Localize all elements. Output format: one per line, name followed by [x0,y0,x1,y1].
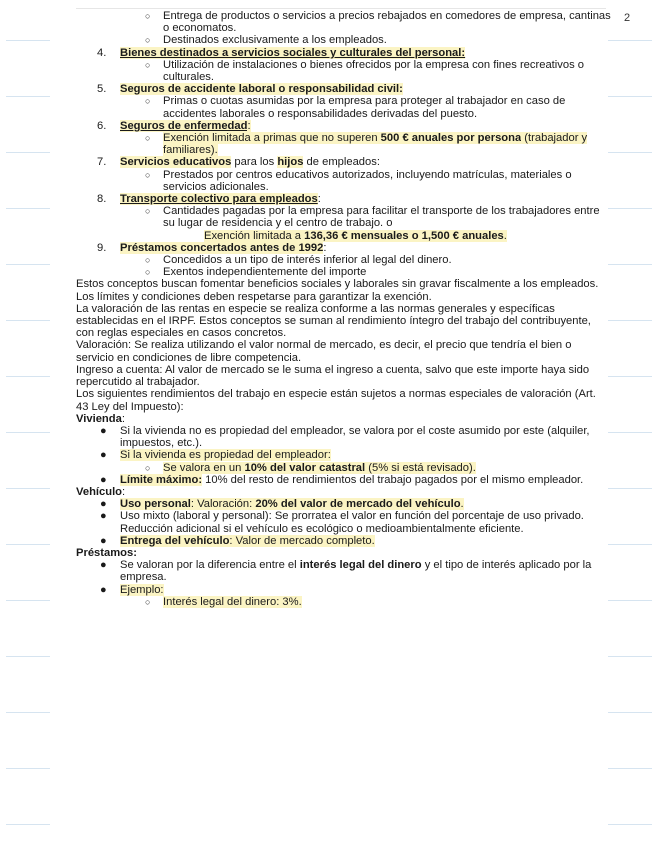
bullet-dot-icon: ● [100,559,107,572]
margin-rule [608,712,652,713]
margin-rule [6,96,50,97]
bullet-dot-icon: ● [100,498,107,511]
section-heading-vivienda: Vivienda: [76,412,125,425]
margin-rule [608,824,652,825]
margin-rule [6,768,50,769]
bullet-item: ● Límite máximo: 10% del resto de rendimientos del trabajo pagados por el mismo empleador. [100,473,584,486]
margin-rule [6,712,50,713]
list-item-8: 8. Transporte colectivo para empleados: [97,193,321,206]
margin-rule [6,824,50,825]
margin-rule [608,40,652,41]
sub-item: ○ Entrega de productos o servicios a precios rebajados en comedores de empresa, cantinas o economatos. [145,10,611,35]
margin-rule [6,600,50,601]
paragraph: Valoración: Se realiza utilizando el valor normal de mercado, es decir, el precio que tendría el bien o servicio en condiciones de libre competencia. [76,339,572,364]
margin-rule [608,320,652,321]
margin-rule [608,264,652,265]
bullet-dot-icon: ● [100,424,107,437]
sub-item: ○ Prestados por centros educativos autorizados, incluyendo matrículas, materiales o servicios adicionales. [145,168,572,193]
margin-rule [608,376,652,377]
list-item-9: 9. Préstamos concertados antes de 1992: [97,241,327,254]
circle-bullet-icon: ○ [145,267,151,278]
page-number: 2 [624,12,631,24]
bullet-item: ● Si la vivienda es propiedad del empleador: [100,449,331,462]
paragraph: Estos conceptos buscan fomentar beneficios sociales y laborales sin gravar fiscalmente a los empleados. Los límites y condiciones deben respetarse para garantizar la exención. [76,278,599,303]
top-divider [76,8,606,9]
document-body [76,10,611,608]
list-item-5: 5. Seguros de accidente laboral o responsabilidad civil: [97,83,403,96]
circle-bullet-icon: ○ [145,59,151,70]
sub-item: ○ Exención limitada a primas que no superen 500 € anuales por persona (trabajador y familiares). [145,132,588,157]
margin-rule [6,40,50,41]
bullet-dot-icon: ● [100,510,107,523]
margin-rule [6,264,50,265]
bullet-item: ● Si la vivienda no es propiedad del empleador, se valora por el coste asumido por este (alquiler, impuestos, etc.). [100,424,590,450]
margin-rule [608,600,652,601]
sub-item-continuation: Exención limitada a 136,36 € mensuales o 1,500 € anuales. [204,229,507,242]
margin-rule [6,208,50,209]
section-heading-vehiculo: Vehículo: [76,485,126,498]
margin-rule [6,152,50,153]
margin-rule [608,488,652,489]
circle-bullet-icon: ○ [145,255,151,266]
circle-bullet-icon: ○ [145,133,151,144]
list-item-6: 6. Seguros de enfermedad: [97,119,251,132]
sub-item: ○ Utilización de instalaciones o bienes ofrecidos por la empresa con fines recreativos o culturales. [145,58,584,84]
margin-rule [608,432,652,433]
bullet-dot-icon: ● [100,449,107,462]
margin-rule [608,768,652,769]
bullet-item: ● Entrega del vehículo: Valor de mercado completo. [100,534,375,547]
margin-rule [608,152,652,153]
margin-rule [6,488,50,489]
list-item-4: 4. Bienes destinados a servicios sociales y culturales del personal: [97,46,466,59]
circle-bullet-icon: ○ [145,35,151,46]
circle-bullet-icon: ○ [145,206,151,217]
margin-rule [6,432,50,433]
circle-bullet-icon: ○ [145,11,151,21]
bullet-dot-icon: ● [100,534,107,547]
paragraph: La valoración de las rentas en especie se realiza conforme a las normas generales y específicas establecidas en el IRPF. Estos conceptos se suman al rendimiento íntegro del trabajo del contribuyente, con reglas especiales en casos concretos. [76,302,591,340]
sub-item: ○ Exentos independientemente del importe [145,266,367,279]
margin-rule [608,96,652,97]
bullet-item: ● Uso personal: Valoración: 20% del valor de mercado del vehículo. [100,498,464,511]
circle-bullet-icon: ○ [145,96,151,107]
bullet-item: ● Ejemplo: [100,583,164,596]
margin-rule [6,656,50,657]
margin-rule [608,208,652,209]
sub-item: ○ Primas o cuotas asumidas por la empresa para proteger al trabajador en caso de accidentes laborales o responsabilidades derivadas del puesto. [145,95,566,120]
circle-bullet-icon: ○ [145,596,151,607]
margin-rule [608,656,652,657]
paragraph: Los siguientes rendimientos del trabajo en especie están sujetos a normas especiales de valoración (Art. 43 Ley del Impuesto): [76,388,596,413]
bullet-item: ● Se valoran por la diferencia entre el interés legal del dinero y el tipo de interés aplicado por la empresa. [100,559,592,584]
margin-rule [608,544,652,545]
section-heading-prestamos: Préstamos: [76,546,137,559]
sub-item: ○ Concedidos a un tipo de interés inferior al legal del dinero. [145,254,452,267]
paragraph: Ingreso a cuenta: Al valor de mercado se le suma el ingreso a cuenta, salvo que este importe haya sido repercutido al trabajador. [76,363,590,389]
bullet-dot-icon: ● [100,473,107,486]
circle-bullet-icon: ○ [145,462,151,473]
bullet-item: ● Uso mixto (laboral y personal): Se prorratea el valor en función del porcentaje de uso privado. Reducción adicional si el vehículo es ecológico o medioambientalmente eficiente. [100,510,584,535]
sub-item: ○ Destinados exclusivamente a los empleados. [145,34,387,47]
bullet-dot-icon: ● [100,583,107,596]
list-item-7: 7. Servicios educativos para los hijos de empleados: [97,156,380,169]
sub-item: ○ Cantidades pagadas por la empresa para facilitar el transporte de los trabajadores entre su lugar de residencia y el centro de trabajo. o [145,205,600,230]
sub-item: ○ Se valora en un 10% del valor catastral (5% si está revisado). [145,461,476,474]
circle-bullet-icon: ○ [145,169,151,180]
sub-item: ○ Interés legal del dinero: 3%. [145,595,302,608]
margin-rule [6,544,50,545]
margin-rule [6,376,50,377]
margin-rule [6,320,50,321]
